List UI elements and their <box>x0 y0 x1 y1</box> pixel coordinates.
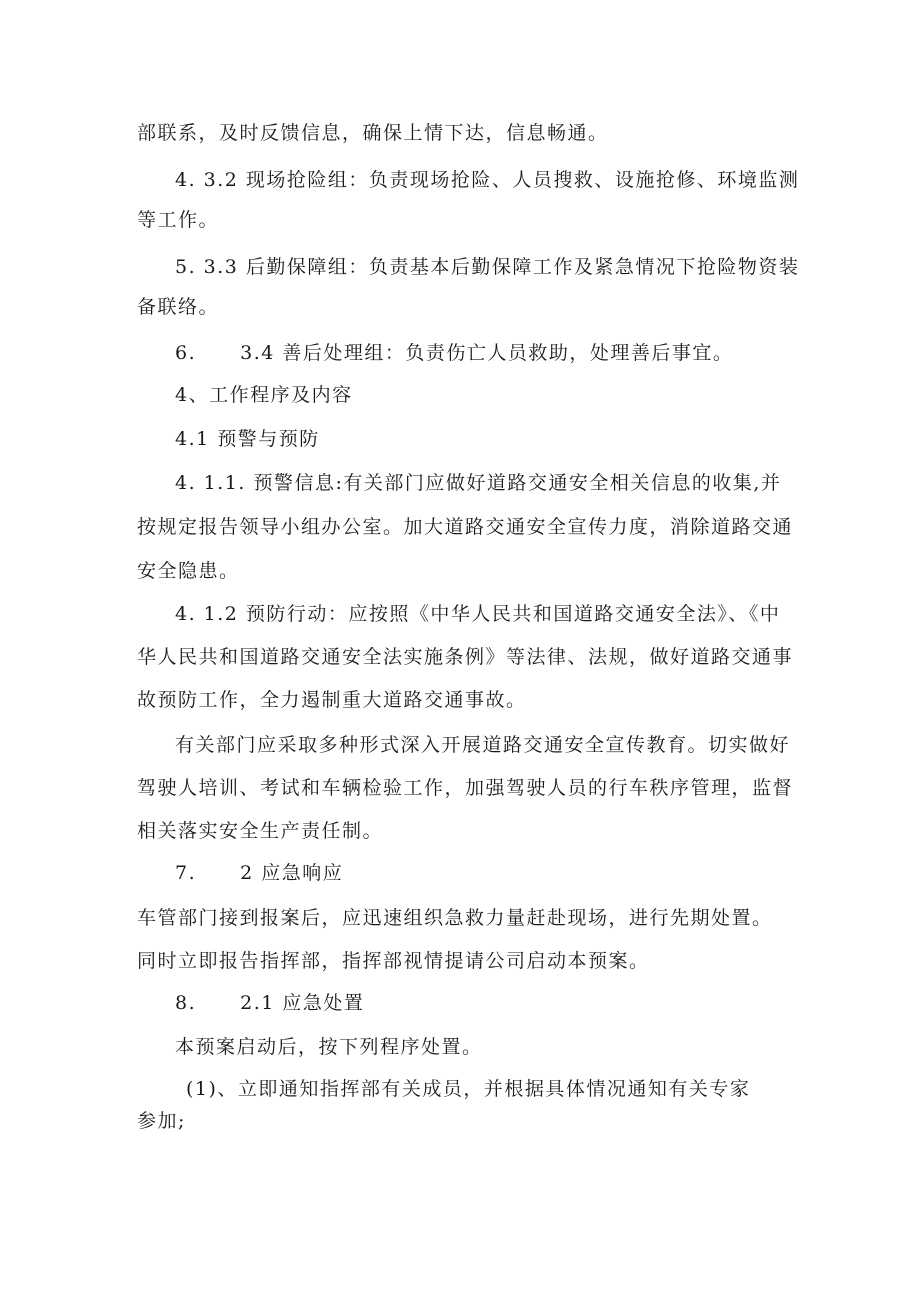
paragraph-line-4: 5. 3.3 后勤保障组：负责基本后勤保障工作及紧急情况下抢险物资装 <box>175 256 800 278</box>
paragraph-line-17: 同时立即报告指挥部，指挥部视情提请公司启动本预案。 <box>137 950 650 972</box>
paragraph-line-12: 故预防工作，全力遏制重大道路交通事故。 <box>137 689 527 711</box>
paragraph-line-2: 4. 3.2 现场抢险组：负责现场抢险、人员搜救、设施抢修、环境监测 <box>175 169 800 191</box>
paragraph-line-20: 参加; <box>137 1110 186 1132</box>
paragraph-line-14: 驾驶人培训、考试和车辆检验工作，加强驾驶人员的行车秩序管理，监督 <box>137 777 794 799</box>
list-item-7 <box>175 862 343 884</box>
paragraph-line-3: 等工作。 <box>137 209 220 231</box>
section-heading-4: 4、工作程序及内容 <box>175 384 353 406</box>
paragraph-line-15: 相关落实安全生产责任制。 <box>137 820 384 842</box>
paragraph-line-7: 4. 1.1. 预警信息:有关部门应做好道路交通安全相关信息的收集,并 <box>175 472 782 494</box>
list-text-8: 2.1 应急处置 <box>240 992 365 1014</box>
list-number-7: 7. <box>175 862 197 884</box>
list-number-8: 8. <box>175 992 197 1014</box>
paragraph-line-18: 本预案启动后，按下列程序处置。 <box>175 1036 483 1058</box>
list-item-8 <box>175 992 364 1014</box>
list-number-6: 6. <box>175 342 197 364</box>
paragraph-line-5: 备联络。 <box>137 296 220 318</box>
paragraph-line-1: 部联系，及时反馈信息，确保上情下达，信息畅通。 <box>137 122 609 144</box>
list-text-6: 3.4 善后处理组：负责伤亡人员救助，处理善后事宜。 <box>240 342 734 364</box>
paragraph-line-11: 华人民共和国道路交通安全法实施条例》等法律、法规，做好道路交通事 <box>137 646 794 668</box>
paragraph-line-16: 车管部门接到报案后，应迅速组织急救力量赶赴现场，进行先期处置。 <box>137 907 773 929</box>
paragraph-line-10: 4. 1.2 预防行动：应按照《中华人民共和国道路交通安全法》、《中 <box>175 603 781 625</box>
paragraph-line-6 <box>175 342 733 364</box>
subsection-heading-4-1: 4.1 预警与预防 <box>175 428 320 450</box>
paragraph-line-9: 安全隐患。 <box>137 560 240 582</box>
paragraph-line-13: 有关部门应采取多种形式深入开展道路交通安全宣传教育。切实做好 <box>175 734 791 756</box>
paragraph-line-19: (1)、立即通知指挥部有关成员，并根据具体情况通知有关专家 <box>186 1078 751 1100</box>
list-text-7: 2 应急响应 <box>240 862 344 884</box>
paragraph-line-8: 按规定报告领导小组办公室。加大道路交通安全宣传力度，消除道路交通 <box>137 516 794 538</box>
